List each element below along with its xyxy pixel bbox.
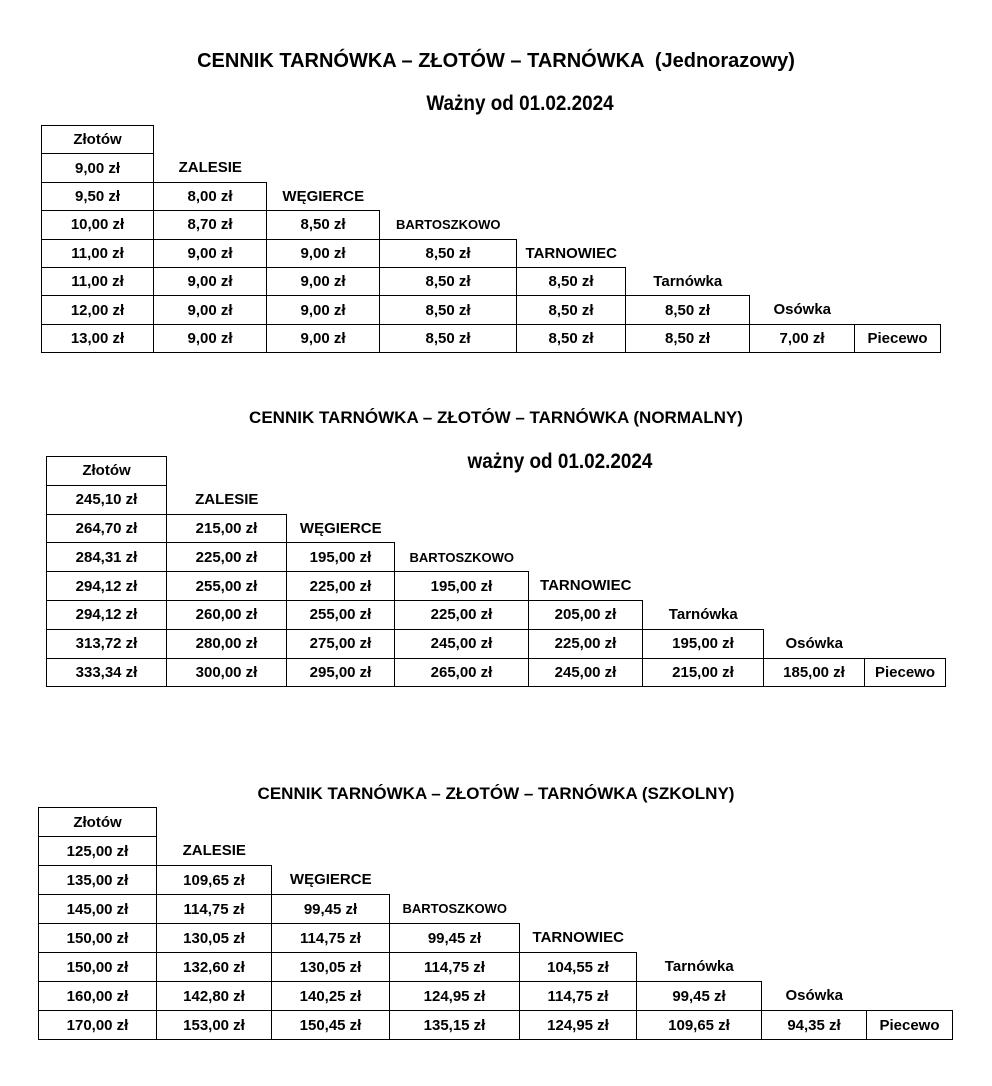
empty-cell	[517, 211, 626, 239]
price-cell: 195,00 zł	[395, 572, 529, 601]
empty-cell	[520, 837, 637, 866]
empty-cell	[637, 837, 762, 866]
empty-cell	[764, 485, 865, 514]
price-cell: 99,45 zł	[272, 895, 390, 924]
empty-cell	[867, 895, 953, 924]
stop-label-zalesie: ZALESIE	[182, 842, 246, 860]
empty-cell	[865, 629, 946, 658]
empty-cell	[762, 895, 867, 924]
price-cell: 225,00 zł	[167, 543, 287, 572]
price-cell: 195,00 zł	[287, 543, 395, 572]
price-cell: 205,00 zł	[529, 600, 643, 629]
table-row	[42, 154, 941, 182]
empty-cell	[643, 485, 764, 514]
price-cell: 125,00 zł	[39, 837, 157, 866]
empty-cell	[390, 808, 520, 837]
price-cell: 284,31 zł	[47, 543, 167, 572]
price-cell: 109,65 zł	[637, 1011, 762, 1040]
table-row	[39, 924, 953, 953]
table-row	[47, 629, 946, 658]
stop-label-osowka: Osówka	[785, 987, 844, 1005]
empty-cell	[855, 182, 941, 210]
price-cell: 135,15 zł	[390, 1011, 520, 1040]
empty-cell	[390, 837, 520, 866]
section-1-price-table	[41, 125, 941, 353]
price-cell: 114,75 zł	[520, 982, 637, 1011]
price-cell: 215,00 zł	[643, 658, 764, 687]
empty-cell	[637, 866, 762, 895]
price-cell: 12,00 zł	[42, 296, 154, 324]
empty-cell	[529, 457, 643, 486]
price-cell: 225,00 zł	[529, 629, 643, 658]
stop-label-tarnowka: Tarnówka	[664, 958, 734, 976]
empty-cell	[637, 924, 762, 953]
empty-cell	[529, 514, 643, 543]
table-row	[39, 895, 953, 924]
price-cell: 114,75 zł	[272, 924, 390, 953]
empty-cell	[157, 808, 272, 837]
price-cell: 225,00 zł	[287, 572, 395, 601]
stop-label-zlotow: Złotów	[39, 808, 157, 837]
empty-cell	[762, 808, 867, 837]
price-cell: 260,00 zł	[167, 600, 287, 629]
empty-cell	[626, 126, 750, 154]
price-cell: 10,00 zł	[42, 211, 154, 239]
table-row	[47, 485, 946, 514]
empty-cell	[867, 837, 953, 866]
table-row	[42, 267, 941, 295]
stop-label-tarnowka: Tarnówka	[653, 272, 723, 290]
stop-label-osowka: Osówka	[773, 301, 832, 319]
empty-cell	[750, 126, 855, 154]
price-cell: 124,95 zł	[390, 982, 520, 1011]
stop-label-piecewo: Piecewo	[855, 324, 941, 352]
stop-label-wegierce: WĘGIERCE	[299, 519, 382, 537]
table-row	[42, 239, 941, 267]
price-cell: 245,10 zł	[47, 485, 167, 514]
empty-cell	[855, 211, 941, 239]
price-cell: 294,12 zł	[47, 572, 167, 601]
price-cell: 140,25 zł	[272, 982, 390, 1011]
stop-label-tarnowiec: TARNOWIEC	[532, 929, 624, 947]
empty-cell	[390, 866, 520, 895]
price-cell: 8,00 zł	[154, 182, 267, 210]
empty-cell	[764, 572, 865, 601]
price-cell: 145,00 zł	[39, 895, 157, 924]
stop-label-zalesie: ZALESIE	[178, 159, 242, 177]
empty-cell	[867, 953, 953, 982]
empty-cell	[520, 808, 637, 837]
price-cell: 9,00 zł	[267, 239, 380, 267]
empty-cell	[380, 182, 517, 210]
price-cell: 170,00 zł	[39, 1011, 157, 1040]
price-cell: 313,72 zł	[47, 629, 167, 658]
price-cell: 8,50 zł	[517, 296, 626, 324]
empty-cell	[267, 126, 380, 154]
section-2-valid-from: ważny od 01.02.2024	[467, 450, 653, 473]
table-row	[42, 211, 941, 239]
stop-label-tarnowka: Tarnówka	[668, 606, 738, 624]
empty-cell	[637, 808, 762, 837]
table-row	[39, 982, 953, 1011]
empty-cell	[520, 866, 637, 895]
empty-cell	[855, 126, 941, 154]
empty-cell	[750, 154, 855, 182]
empty-cell	[762, 953, 867, 982]
section-2-price-table	[46, 456, 946, 687]
section-2-title: CENNIK TARNÓWKA – ZŁOTÓW – TARNÓWKA (NORMALNY)	[249, 408, 743, 427]
price-cell: 275,00 zł	[287, 629, 395, 658]
price-cell: 150,45 zł	[272, 1011, 390, 1040]
empty-cell	[643, 457, 764, 486]
price-cell: 185,00 zł	[764, 658, 865, 687]
table-row	[39, 808, 953, 837]
stop-label-tarnowiec: TARNOWIEC	[525, 244, 617, 262]
empty-cell	[380, 154, 517, 182]
empty-cell	[395, 457, 529, 486]
empty-cell	[855, 239, 941, 267]
stop-label-wegierce: WĘGIERCE	[289, 871, 372, 889]
price-cell: 9,00 zł	[154, 296, 267, 324]
price-cell: 8,70 zł	[154, 211, 267, 239]
table-row	[39, 1011, 953, 1040]
price-cell: 333,34 zł	[47, 658, 167, 687]
price-cell: 104,55 zł	[520, 953, 637, 982]
empty-cell	[762, 866, 867, 895]
empty-cell	[395, 485, 529, 514]
empty-cell	[865, 600, 946, 629]
empty-cell	[865, 572, 946, 601]
empty-cell	[626, 239, 750, 267]
table-row	[47, 572, 946, 601]
stop-label-wegierce: WĘGIERCE	[282, 187, 365, 205]
price-cell: 160,00 zł	[39, 982, 157, 1011]
empty-cell	[154, 126, 267, 154]
stop-label-zlotow: Złotów	[47, 457, 167, 486]
price-cell: 135,00 zł	[39, 866, 157, 895]
stop-label-piecewo: Piecewo	[867, 1011, 953, 1040]
empty-cell	[855, 267, 941, 295]
empty-cell	[520, 895, 637, 924]
price-cell: 153,00 zł	[157, 1011, 272, 1040]
price-cell: 9,00 zł	[154, 324, 267, 352]
empty-cell	[764, 514, 865, 543]
price-cell: 9,50 zł	[42, 182, 154, 210]
price-cell: 215,00 zł	[167, 514, 287, 543]
empty-cell	[643, 543, 764, 572]
price-cell: 99,45 zł	[637, 982, 762, 1011]
table-row	[47, 514, 946, 543]
price-cell: 132,60 zł	[157, 953, 272, 982]
table-row	[39, 837, 953, 866]
price-cell: 265,00 zł	[395, 658, 529, 687]
empty-cell	[395, 514, 529, 543]
price-cell: 8,50 zł	[626, 296, 750, 324]
empty-cell	[865, 543, 946, 572]
price-cell: 195,00 zł	[643, 629, 764, 658]
price-cell: 245,00 zł	[529, 658, 643, 687]
price-cell: 94,35 zł	[762, 1011, 867, 1040]
stop-label-zlotow: Złotów	[42, 126, 154, 154]
stop-label-piecewo: Piecewo	[865, 658, 946, 687]
empty-cell	[867, 866, 953, 895]
price-cell: 114,75 zł	[157, 895, 272, 924]
price-cell: 99,45 zł	[390, 924, 520, 953]
empty-cell	[643, 572, 764, 601]
empty-cell	[272, 837, 390, 866]
price-cell: 150,00 zł	[39, 924, 157, 953]
empty-cell	[517, 182, 626, 210]
empty-cell	[867, 924, 953, 953]
empty-cell	[529, 543, 643, 572]
empty-cell	[750, 239, 855, 267]
price-cell: 150,00 zł	[39, 953, 157, 982]
empty-cell	[626, 182, 750, 210]
table-row	[42, 126, 941, 154]
empty-cell	[865, 485, 946, 514]
empty-cell	[762, 837, 867, 866]
table-row	[47, 457, 946, 486]
price-cell: 295,00 zł	[287, 658, 395, 687]
price-cell: 8,50 zł	[517, 267, 626, 295]
price-cell: 142,80 zł	[157, 982, 272, 1011]
table-row	[42, 296, 941, 324]
price-cell: 280,00 zł	[167, 629, 287, 658]
table-row	[39, 866, 953, 895]
stop-label-bartoszkowo: BARTOSZKOWO	[409, 549, 514, 565]
stop-label-tarnowiec: TARNOWIEC	[540, 577, 632, 595]
price-cell: 130,05 zł	[272, 953, 390, 982]
empty-cell	[855, 296, 941, 324]
empty-cell	[637, 895, 762, 924]
price-cell: 264,70 zł	[47, 514, 167, 543]
stop-label-bartoszkowo: BARTOSZKOWO	[402, 901, 507, 917]
table-row	[47, 543, 946, 572]
price-cell: 9,00 zł	[267, 324, 380, 352]
empty-cell	[643, 514, 764, 543]
price-cell: 8,50 zł	[380, 296, 517, 324]
price-cell: 8,50 zł	[380, 267, 517, 295]
section-3-price-table	[38, 807, 953, 1040]
price-cell: 11,00 zł	[42, 267, 154, 295]
table-row	[47, 600, 946, 629]
price-cell: 7,00 zł	[750, 324, 855, 352]
price-cell: 225,00 zł	[395, 600, 529, 629]
price-cell: 9,00 zł	[154, 239, 267, 267]
stop-label-osowka: Osówka	[785, 634, 844, 652]
empty-cell	[764, 457, 865, 486]
empty-cell	[287, 457, 395, 486]
empty-cell	[626, 154, 750, 182]
table-row	[39, 953, 953, 982]
stop-label-bartoszkowo: BARTOSZKOWO	[396, 217, 501, 233]
table-row	[42, 324, 941, 352]
empty-cell	[764, 543, 865, 572]
price-cell: 8,50 zł	[267, 211, 380, 239]
price-cell: 124,95 zł	[520, 1011, 637, 1040]
price-cell: 245,00 zł	[395, 629, 529, 658]
stop-label-zalesie: ZALESIE	[195, 490, 259, 508]
empty-cell	[750, 267, 855, 295]
empty-cell	[764, 600, 865, 629]
price-cell: 130,05 zł	[157, 924, 272, 953]
table-row	[47, 658, 946, 687]
empty-cell	[762, 924, 867, 953]
empty-cell	[517, 126, 626, 154]
price-cell: 109,65 zł	[157, 866, 272, 895]
section-1-title: CENNIK TARNÓWKA – ZŁOTÓW – TARNÓWKA (Jednorazowy)	[197, 50, 795, 72]
price-cell: 8,50 zł	[626, 324, 750, 352]
price-cell: 9,00 zł	[267, 296, 380, 324]
price-cell: 9,00 zł	[154, 267, 267, 295]
section-3-title: CENNIK TARNÓWKA – ZŁOTÓW – TARNÓWKA (SZKOLNY)	[257, 784, 735, 803]
price-cell: 8,50 zł	[517, 324, 626, 352]
empty-cell	[867, 808, 953, 837]
empty-cell	[272, 808, 390, 837]
empty-cell	[865, 457, 946, 486]
empty-cell	[865, 514, 946, 543]
table-row	[42, 182, 941, 210]
empty-cell	[517, 154, 626, 182]
price-cell: 8,50 zł	[380, 324, 517, 352]
price-cell: 255,00 zł	[287, 600, 395, 629]
empty-cell	[855, 154, 941, 182]
price-cell: 13,00 zł	[42, 324, 154, 352]
price-cell: 294,12 zł	[47, 600, 167, 629]
price-cell: 300,00 zł	[167, 658, 287, 687]
price-cell: 11,00 zł	[42, 239, 154, 267]
empty-cell	[287, 485, 395, 514]
empty-cell	[867, 982, 953, 1011]
price-cell: 255,00 zł	[167, 572, 287, 601]
section-1-valid-from: Ważny od 01.02.2024	[426, 92, 614, 115]
empty-cell	[380, 126, 517, 154]
price-cell: 9,00 zł	[267, 267, 380, 295]
empty-cell	[626, 211, 750, 239]
empty-cell	[267, 154, 380, 182]
empty-cell	[529, 485, 643, 514]
empty-cell	[167, 457, 287, 486]
price-cell: 8,50 zł	[380, 239, 517, 267]
empty-cell	[750, 211, 855, 239]
empty-cell	[750, 182, 855, 210]
price-cell: 114,75 zł	[390, 953, 520, 982]
price-cell: 9,00 zł	[42, 154, 154, 182]
